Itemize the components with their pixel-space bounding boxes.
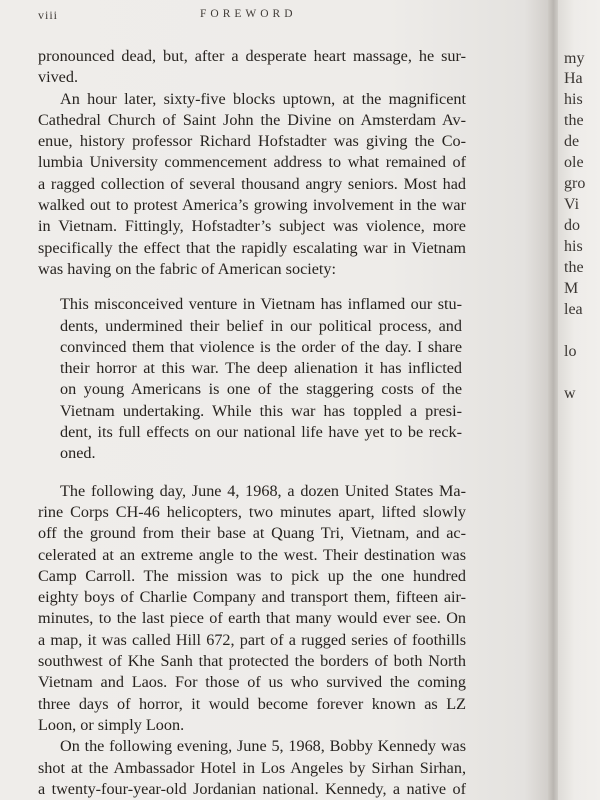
- facing-line: his: [564, 238, 583, 255]
- quote-line: their horror at this war. The deep alienation it has inflicted: [60, 359, 462, 378]
- facing-line: de: [564, 133, 580, 150]
- text-line: celerated at an extreme angle to the west. Their destination was: [38, 545, 466, 564]
- text-line: Camp Carroll. The mission was to pick up the one hundred: [38, 566, 466, 585]
- facing-line: ole: [564, 154, 584, 171]
- page-number: viii: [38, 8, 59, 22]
- quote-line: convinced them that violence is the order of the day. I share: [60, 337, 462, 356]
- body-text: [38, 46, 466, 800]
- quote-line: dent, its full effects on our national life have yet to be reck-: [60, 423, 462, 442]
- text-line: a map, it was called Hill 672, part of a rugged series of foothills: [38, 630, 466, 649]
- text-line: a twenty-four-year-old Jordanian national. Kennedy, a native of: [38, 779, 466, 798]
- facing-line: lea: [564, 301, 583, 318]
- facing-line: w: [564, 385, 576, 402]
- quote-line: Vietnam undertaking. While this war has toppled a presi-: [60, 401, 462, 420]
- text-line: a ragged collection of several thousand angry seniors. Most had: [38, 174, 466, 193]
- quote-line: on young Americans is one of the staggering costs of the: [60, 380, 462, 399]
- text-line: shot at the Ambassador Hotel in Los Angeles by Sirhan Sirhan,: [38, 758, 466, 777]
- quote-line: oned.: [60, 444, 96, 463]
- quote-line: dents, undermined their belief in our political process, and: [60, 316, 462, 335]
- text-line: enue, history professor Richard Hofstadter was giving the Co-: [38, 132, 466, 151]
- text-line: eighty boys of Charlie Company and transport them, fifteen air-: [38, 588, 466, 607]
- text-line: three days of horror, it would become forever known as LZ: [38, 694, 466, 713]
- facing-line: M: [564, 280, 579, 297]
- text-line: off the ground from their base at Quang Tri, Vietnam, and ac-: [38, 524, 466, 543]
- text-line: vived.: [38, 68, 79, 87]
- block-quote: [60, 294, 462, 464]
- facing-line: his: [564, 91, 583, 108]
- text-line: Loon, or simply Loon.: [38, 715, 185, 734]
- facing-line: gro: [564, 175, 586, 192]
- facing-line: do: [564, 217, 580, 234]
- text-line: was having on the fabric of American society:: [38, 259, 337, 278]
- facing-line: the: [564, 259, 584, 276]
- text-line: lumbia University commencement address to what remained of: [38, 153, 466, 172]
- text-line: southwest of Khe Sanh that protected the borders of both North: [38, 652, 466, 671]
- facing-line: lo: [564, 343, 577, 360]
- text-line: rine Corps CH-46 helicopters, two minutes apart, lifted slowly: [38, 502, 466, 521]
- text-line: On the following evening, June 5, 1968, Bobby Kennedy was: [60, 737, 466, 756]
- facing-page: [558, 0, 600, 800]
- quote-line: This misconceived venture in Vietnam has inflamed our stu-: [60, 295, 462, 314]
- text-line: in Vietnam. Fittingly, Hofstadter’s subject was violence, more: [38, 217, 466, 236]
- facing-line: the: [564, 112, 584, 129]
- text-line: specifically the effect that the rapidly escalating war in Vietnam: [38, 238, 466, 257]
- text-line: Vietnam and Laos. For those of us who survived the coming: [38, 673, 466, 692]
- page-header: [0, 6, 600, 26]
- text-line: minutes, to the last piece of earth that many would ever see. On: [38, 609, 466, 628]
- text-line: The following day, June 4, 1968, a dozen United States Ma-: [60, 481, 466, 500]
- text-line: Cathedral Church of Saint John the Divine on Amsterdam Av-: [38, 110, 466, 129]
- facing-line: my: [564, 50, 585, 67]
- text-line: An hour later, sixty-five blocks uptown, at the magnificent: [60, 89, 466, 108]
- facing-line: Ha: [564, 70, 583, 87]
- text-line: pronounced dead, but, after a desperate heart massage, he sur-: [38, 47, 466, 65]
- text-line: walked out to protest America’s growing involvement in the war: [38, 196, 466, 215]
- running-head: FOREWORD: [200, 8, 297, 20]
- facing-line: Vi: [564, 196, 580, 213]
